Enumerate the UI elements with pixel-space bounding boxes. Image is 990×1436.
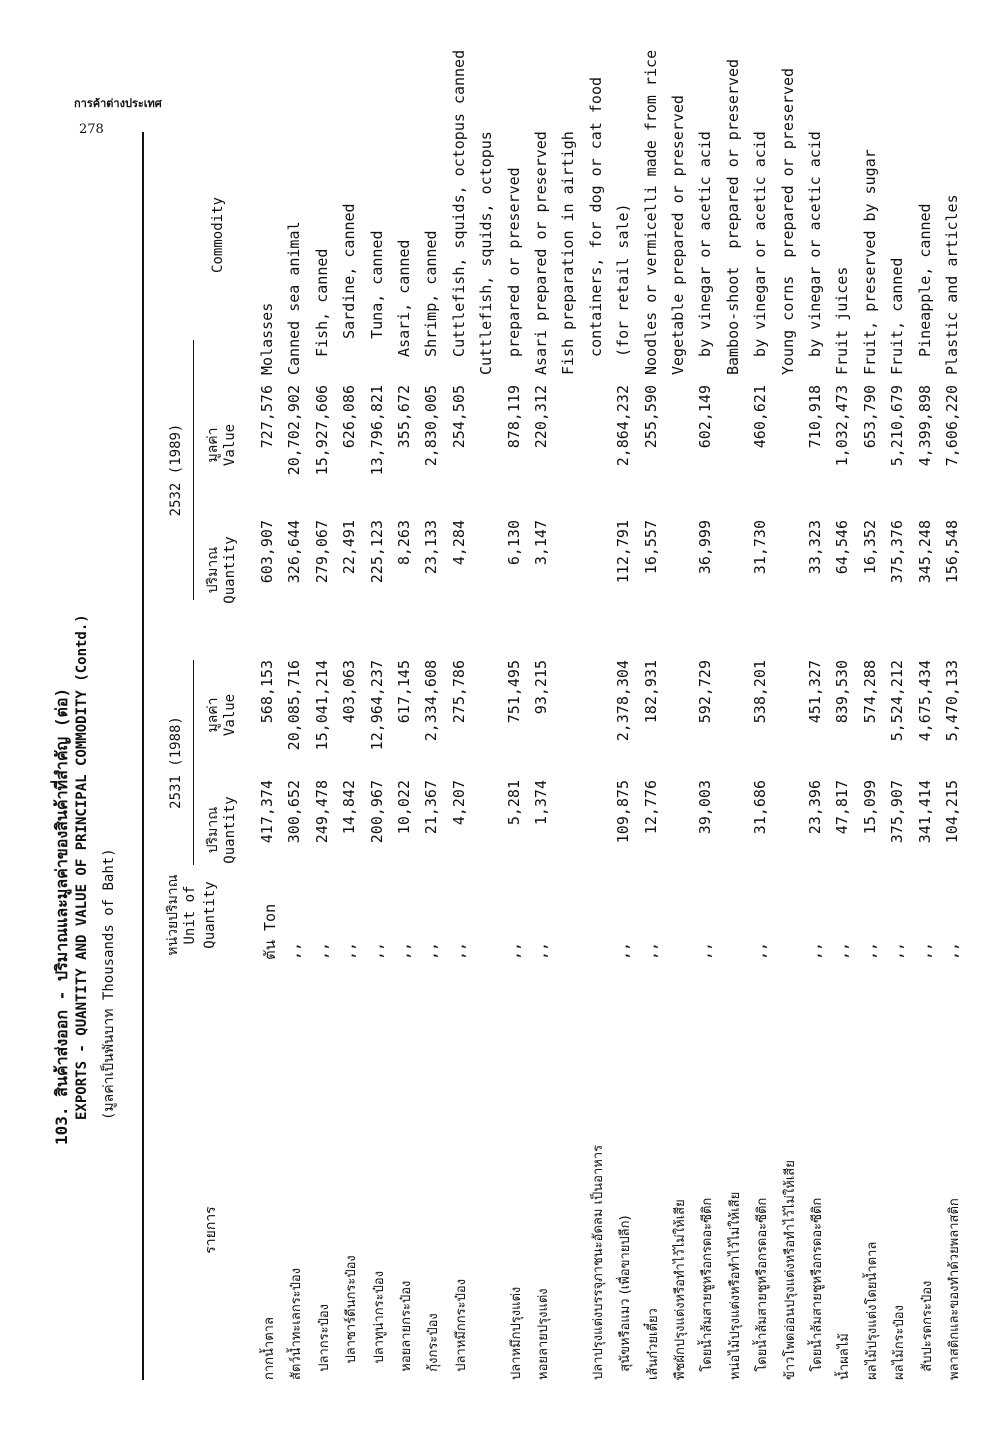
row-unit: ,,: [696, 941, 715, 960]
row-quantity-1989: 279,067: [312, 520, 331, 584]
row-commodity-thai: โดยน้ำส้มสายชูหรือกรดอะซีติก: [700, 1197, 716, 1380]
row-value-1989: 4,399,898: [915, 385, 934, 467]
row-quantity-1988: 15,099: [860, 780, 879, 835]
row-commodity-thai: ผลไม้กระป๋อง: [892, 1305, 908, 1380]
table-row: [505, 110, 531, 1420]
row-commodity-en: Asari, canned: [395, 239, 413, 375]
row-commodity-thai: พืชผักปรุงแต่งหรือทำไว้ไม่ให้เสีย: [673, 1199, 688, 1380]
table-row: [888, 110, 914, 1420]
row-commodity-en: Shrimp, canned: [422, 230, 441, 375]
header-value-en-1989: Value: [222, 423, 238, 467]
row-commodity-en: Noodles or vermicelli made from rice: [641, 49, 660, 375]
row-value-1989: 2,830,005: [422, 385, 441, 467]
row-commodity-thai: หน่อไม้ปรุงแต่งหรือทำไว้ไม่ให้เสีย: [727, 1191, 743, 1380]
row-quantity-1989: 156,548: [943, 520, 961, 584]
row-unit: ตัน Ton: [261, 903, 279, 960]
row-quantity-1989: 375,376: [888, 520, 907, 584]
row-commodity-en: containers, for dog or cat food: [586, 76, 605, 375]
table-row: [778, 67, 805, 1420]
row-value-1989: 727,576: [258, 385, 276, 449]
row-quantity-1989: 3,147: [532, 520, 550, 566]
row-commodity-en: prepared or preserved: [504, 167, 523, 375]
row-commodity-thai: ปลากระป๋อง: [316, 1303, 332, 1380]
row-value-1988: 275,786: [449, 660, 468, 724]
table-title: 103. สินค้าส่งออก - ปริมาณและมูลค่าของสินค้าที่สำคัญ (ต่อ): [52, 687, 71, 1145]
header-value-thai-1988: มูลค่า: [205, 697, 221, 733]
row-quantity-1988: 109,875: [614, 780, 633, 844]
row-commodity-en: Cuttlefish, squids, octopus: [477, 131, 496, 375]
table-row: [614, 110, 640, 1420]
header-year-1988: 2531 (1988): [168, 716, 184, 809]
header-value-en-1988: Value: [222, 693, 238, 737]
row-quantity-1988: 4,207: [449, 780, 468, 826]
row-value-1988: 403,063: [340, 660, 359, 724]
row-unit: ,,: [614, 941, 633, 960]
row-value-1989: 653,790: [860, 385, 879, 449]
year-1989-rule: [193, 340, 194, 600]
row-commodity-en: Tuna, canned: [367, 230, 386, 375]
row-quantity-1989: 23,133: [422, 520, 441, 575]
row-value-1988: 5,524,212: [888, 660, 907, 742]
header-qty-thai-1989: ปริมาณ: [205, 546, 221, 594]
header-unit-quantity: Quantity: [202, 881, 218, 949]
header-commodity-thai: รายการ: [203, 1206, 219, 1254]
row-quantity-1988: 5,281: [504, 780, 523, 826]
table-row: [806, 110, 832, 1420]
header-qty-en-1988: Quantity: [222, 796, 238, 864]
row-value-1989: 254,505: [449, 385, 468, 449]
row-quantity-1988: 341,414: [915, 780, 934, 844]
header-value-thai-1989: มูลค่า: [205, 427, 221, 463]
row-unit: ,,: [504, 941, 523, 960]
row-quantity-1988: 31,686: [751, 780, 770, 835]
table-row: [395, 110, 421, 1420]
row-commodity-thai: โดยน้ำส้มสายชูหรือกรดอะซีติก: [810, 1197, 825, 1380]
row-value-1988: 574,288: [860, 660, 879, 724]
row-commodity-en: Canned sea animal: [285, 221, 304, 375]
row-quantity-1988: 249,478: [312, 780, 331, 844]
row-value-1989: 15,927,606: [312, 385, 331, 476]
row-quantity-1989: 16,352: [860, 520, 879, 575]
table-subtitle: EXPORTS - QUANTITY AND VALUE OF PRINCIPAL COMMODITY (Contd.): [74, 614, 90, 1120]
table-row: [368, 110, 394, 1420]
row-unit: ,,: [860, 941, 879, 960]
row-quantity-1988: 300,652: [285, 780, 304, 844]
row-value-1989: 355,672: [395, 385, 413, 449]
row-commodity-en: Fish, canned: [312, 248, 331, 375]
top-rule: [142, 132, 144, 1380]
table-row: [340, 110, 366, 1420]
row-commodity-en: Pineapple, canned: [915, 203, 934, 375]
row-commodity-thai: ปลาหมึกปรุงแต่ง: [508, 1286, 524, 1380]
row-commodity-en: Molasses: [258, 302, 276, 375]
table-row: [532, 110, 558, 1420]
table-row: [696, 110, 722, 1420]
row-value-1989: 20,702,902: [285, 385, 304, 476]
table-row: [559, 110, 585, 1420]
row-value-1988: 2,378,304: [614, 660, 633, 742]
row-quantity-1989: 603,907: [258, 520, 276, 584]
row-value-1988: 451,327: [806, 660, 824, 724]
row-unit: ,,: [915, 941, 934, 960]
row-quantity-1989: 33,323: [806, 520, 824, 575]
row-value-1988: 93,215: [532, 660, 550, 715]
row-quantity-1989: 22,491: [340, 520, 359, 575]
row-commodity-thai: ปลาปรุงแต่งบรรจุภาชนะอัดลม เป็นอาหาร: [590, 1144, 606, 1380]
row-value-1989: 7,606,220: [943, 385, 961, 467]
row-value-1988: 538,201: [751, 660, 770, 724]
table-row: [916, 110, 942, 1420]
row-quantity-1989: 345,248: [915, 520, 934, 584]
row-commodity-en: by vinegar or acetic acid: [696, 131, 715, 375]
row-value-1989: 602,149: [696, 385, 715, 449]
row-commodity-en: Fruit, canned: [888, 257, 907, 375]
row-commodity-thai: กุ้งกระป๋อง: [426, 1313, 442, 1380]
row-unit: ,,: [422, 941, 441, 960]
row-quantity-1988: 200,967: [367, 780, 386, 844]
row-commodity-en: Fruit juices: [833, 266, 852, 375]
row-quantity-1989: 112,791: [614, 520, 633, 584]
table-row: [943, 110, 969, 1420]
header-unit-en: Unit of: [182, 885, 198, 945]
running-head: การค้าต่างประเทศ: [74, 97, 162, 110]
table-row: [641, 49, 668, 1420]
row-value-1988: 2,334,608: [422, 660, 441, 742]
row-unit: ,,: [395, 941, 413, 960]
row-value-1988: 5,470,133: [943, 660, 961, 742]
table-row: [586, 76, 613, 1420]
row-value-1989: 626,086: [340, 385, 359, 449]
row-unit: ,,: [806, 941, 824, 960]
row-quantity-1989: 16,557: [641, 520, 660, 575]
row-commodity-en: Cuttlefish, squids, octopus canned: [449, 49, 468, 375]
row-value-1989: 878,119: [504, 385, 523, 449]
row-commodity-thai: หอยลายปรุงแต่ง: [536, 1288, 551, 1380]
row-commodity-en: Sardine, canned: [340, 203, 359, 375]
row-commodity-en: Bamboo-shoot prepared or preserved: [723, 58, 742, 375]
row-commodity-thai: น้ำผลไม้: [837, 1333, 853, 1380]
row-value-1989: 2,864,232: [614, 385, 633, 467]
row-commodity-thai: โดยน้ำส้มสายชูหรือกรดอะซีติก: [755, 1197, 771, 1380]
row-quantity-1988: 104,215: [943, 780, 961, 844]
row-unit: ,,: [367, 941, 386, 960]
header-unit-thai: หน่วยปริมาณ: [165, 874, 181, 956]
table-row: [833, 110, 859, 1420]
row-commodity-en: Young corns prepared or preserved: [778, 67, 797, 375]
row-quantity-1989: 6,130: [504, 520, 523, 566]
row-value-1989: 13,796,821: [367, 385, 386, 476]
row-quantity-1988: 375,907: [888, 780, 907, 844]
row-value-1988: 617,145: [395, 660, 413, 724]
row-value-1988: 839,530: [833, 660, 852, 724]
row-value-1988: 751,495: [504, 660, 523, 724]
row-unit: ,,: [312, 941, 331, 960]
row-quantity-1988: 39,003: [696, 780, 715, 835]
header-qty-thai-1988: ปริมาณ: [205, 806, 221, 854]
row-commodity-thai: ปลาซาร์ดีนกระป๋อง: [344, 1255, 360, 1380]
row-unit: ,,: [285, 941, 304, 960]
table-row: [258, 110, 284, 1420]
row-value-1989: 710,918: [806, 385, 824, 449]
row-value-1988: 182,931: [641, 660, 660, 724]
row-unit: ,,: [751, 941, 770, 960]
row-commodity-thai: กากน้ำตาล: [262, 1317, 277, 1380]
row-quantity-1989: 4,284: [449, 520, 468, 566]
row-quantity-1989: 225,123: [367, 520, 386, 584]
row-value-1989: 1,032,473: [833, 385, 852, 467]
table-row: [285, 110, 311, 1420]
row-value-1988: 15,041,214: [312, 660, 331, 751]
row-value-1989: 460,621: [751, 385, 770, 449]
row-unit: ,,: [943, 941, 961, 960]
row-commodity-en: Fruit, preserved by sugar: [860, 149, 879, 375]
row-quantity-1988: 1,374: [532, 780, 550, 826]
row-unit: ,,: [449, 941, 468, 960]
header-qty-en-1989: Quantity: [222, 536, 238, 604]
row-unit: ,,: [888, 941, 907, 960]
table-row: [449, 49, 476, 1420]
row-commodity-en: Vegetable prepared or preserved: [669, 95, 687, 375]
unit-note: (มูลค่าเป็นพันบาท Thousands of Baht): [101, 848, 117, 1120]
header-commodity-en: Commodity: [210, 197, 226, 273]
row-unit: ,,: [532, 941, 550, 960]
row-value-1988: 568,153: [258, 660, 276, 724]
table-row: [669, 95, 695, 1420]
row-value-1988: 20,085,716: [285, 660, 304, 751]
row-value-1989: 220,312: [532, 385, 550, 449]
row-commodity-thai: สุนัขหรือแมว (เพื่อขายปลีก): [618, 1215, 634, 1380]
row-value-1988: 12,964,237: [367, 660, 386, 751]
year-1988-rule: [193, 660, 194, 865]
row-commodity-thai: สัตว์น้ำทะเลกระป๋อง: [289, 1267, 305, 1380]
table-row: [723, 58, 750, 1420]
row-commodity-en: (for retail sale): [614, 203, 633, 375]
row-commodity-thai: ปลาทูน่ากระป๋อง: [371, 1270, 387, 1380]
table-row: [477, 110, 503, 1420]
row-commodity-en: by vinegar or acetic acid: [751, 131, 770, 375]
table-row: [422, 110, 448, 1420]
row-quantity-1988: 12,776: [641, 780, 660, 835]
row-commodity-en: Asari prepared or preserved: [532, 131, 550, 375]
row-value-1988: 592,729: [696, 660, 715, 724]
table-row: [861, 110, 887, 1420]
row-commodity-en: Fish preparation in airtigh: [559, 131, 578, 375]
row-commodity-thai: ปลาหมึกกระป๋อง: [453, 1278, 469, 1380]
row-quantity-1989: 36,999: [696, 520, 715, 575]
table-row: [313, 110, 339, 1420]
row-quantity-1988: 417,374: [258, 780, 276, 844]
row-value-1988: 4,675,434: [915, 660, 934, 742]
row-quantity-1989: 8,263: [395, 520, 413, 566]
row-unit: ,,: [340, 941, 359, 960]
row-commodity-en: Plastic and articles: [943, 194, 961, 375]
row-quantity-1989: 64,546: [833, 520, 852, 575]
row-quantity-1988: 23,396: [806, 780, 824, 835]
row-commodity-thai: พลาสติกและของทำด้วยพลาสติก: [947, 1198, 962, 1380]
row-commodity-thai: เส้นก๋วยเตี๋ยว: [645, 1308, 661, 1380]
row-value-1989: 255,590: [641, 385, 660, 449]
page-number: 278: [79, 122, 104, 137]
header-year-1989: 2532 (1989): [168, 423, 184, 517]
row-commodity-en: by vinegar or acetic acid: [806, 131, 824, 375]
row-commodity-thai: สับปะรดกระป๋อง: [919, 1280, 935, 1380]
row-commodity-thai: หอยลายกระป๋อง: [399, 1280, 414, 1380]
row-quantity-1988: 21,367: [422, 780, 441, 835]
row-unit: ,,: [641, 941, 660, 960]
row-quantity-1989: 31,730: [751, 520, 770, 575]
row-commodity-thai: ผลไม้ปรุงแต่งโดยน้ำตาล: [864, 1241, 880, 1380]
row-unit: ,,: [833, 941, 852, 960]
row-commodity-thai: ข้าวโพดอ่อนปรุงแต่งหรือทำไว้ไม่ให้เสีย: [782, 1160, 798, 1380]
row-quantity-1988: 10,022: [395, 780, 413, 835]
table-row: [751, 110, 777, 1420]
row-quantity-1988: 47,817: [833, 780, 852, 835]
row-quantity-1988: 14,842: [340, 780, 359, 835]
row-quantity-1989: 326,644: [285, 520, 304, 584]
row-value-1989: 5,210,679: [888, 385, 907, 467]
